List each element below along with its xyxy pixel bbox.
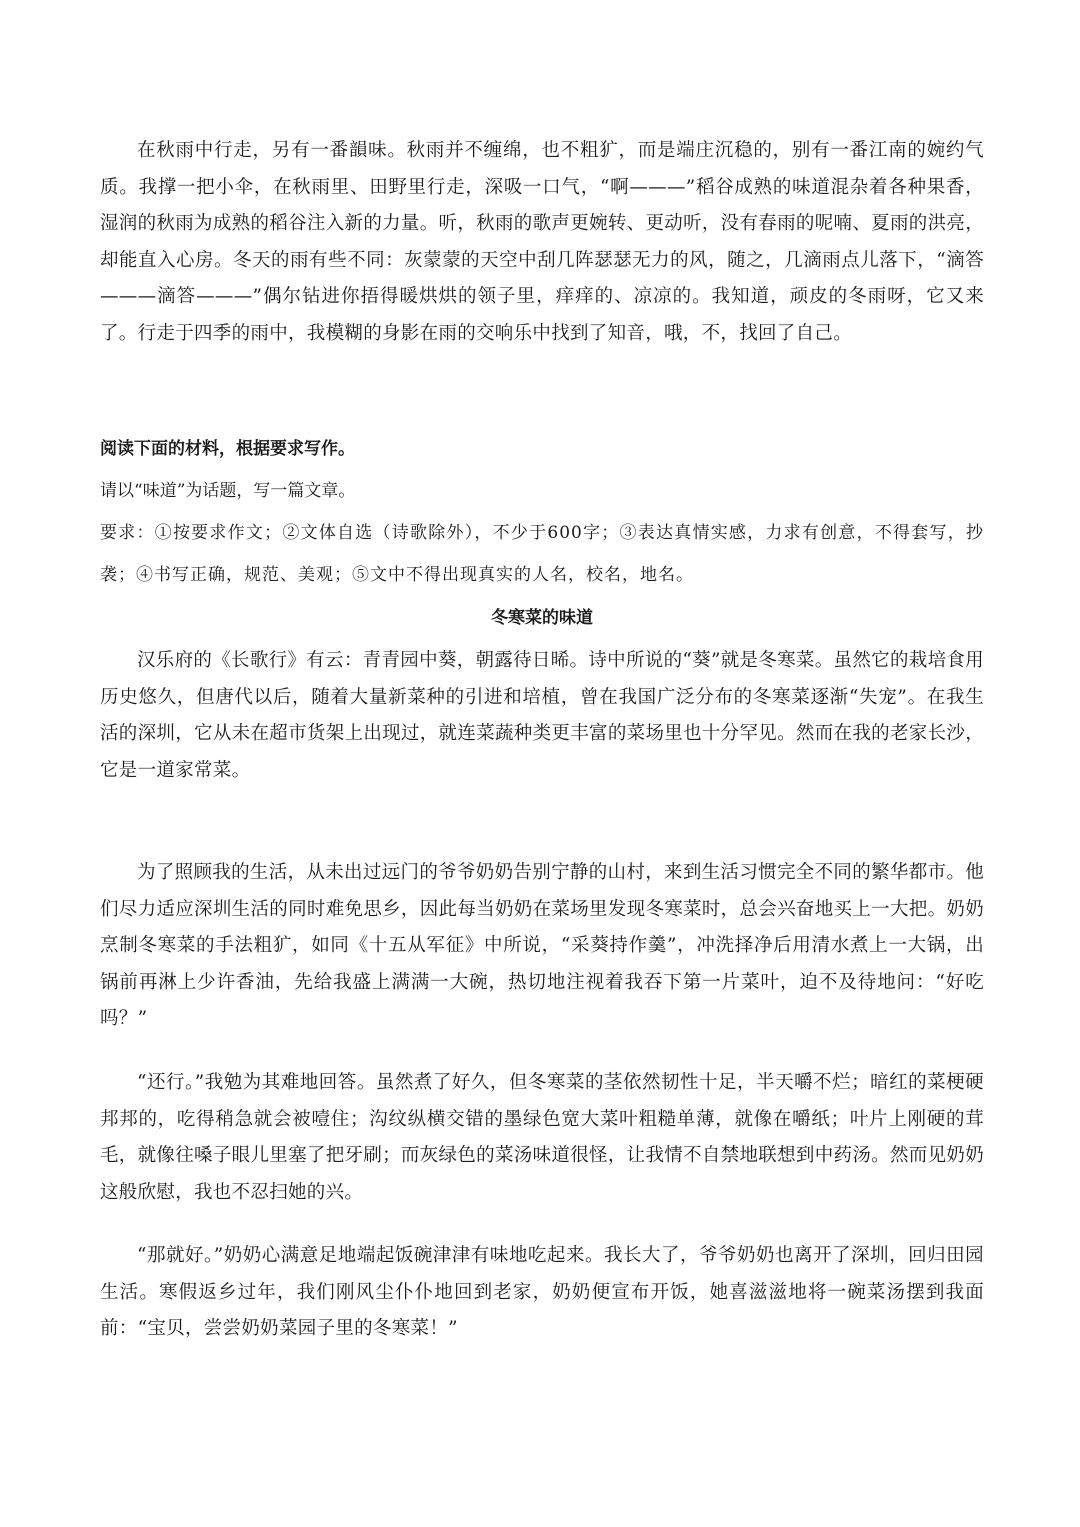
writing-topic-block xyxy=(100,476,984,506)
task-requirements: 要求：①按要求作文；②文体自选（诗歌除外），不少于600字；③表达真情实感，力求有创意，不得套写，抄袭；④书写正确，规范、美观；⑤文中不得出现真实的人名，校名，地名。 xyxy=(100,523,984,585)
essay-paragraph: “那就好。”奶奶心满意足地端起饭碗津津有味地吃起来。我长大了，爷爷奶奶也离开了深圳，回归田园生活。寒假返乡过年，我们刚风尘仆仆地回到老家，奶奶便宣布开饭，她喜滋滋地将一碗菜汤摆到我面前：“宝贝，尝尝奶奶菜园子里的冬寒菜！” xyxy=(100,1245,984,1339)
essay-paragraph-2-block xyxy=(100,855,984,1038)
rain-paragraph: 在秋雨中行走，另有一番韻味。秋雨并不缠绵，也不粗犷，而是端庄沉稳的，别有一番江南的婉约气质。我撑一把小伞，在秋雨里、田野里行走，深吸一口气，“啊———”稻谷成熟的味道混杂着各种果香，湿润的秋雨为成熟的稻谷注入新的力量。听，秋雨的歌声更婉转、更动听，没有春雨的呢喃、夏雨的洪亮，却能直入心房。冬天的雨有些不同：灰蒙蒙的天空中刮几阵瑟瑟无力的风，随之，几滴雨点儿落下，“滴答———滴答———”偶尔钻进你捂得暖烘烘的领子里，痒痒的、凉凉的。我知道，顽皮的冬雨呀，它又来了。行走于四季的雨中，我模糊的身影在雨的交响乐中找到了知音，哦，不，找回了自己。 xyxy=(100,140,984,344)
essay-paragraph-1-block xyxy=(100,643,984,789)
task-topic: 请以“味道”为话题，写一篇文章。 xyxy=(100,481,356,501)
essay-paragraph: “还行。”我勉为其难地回答。虽然煮了好久，但冬寒菜的茎依然韧性十足，半天嚼不烂；暗红的菜梗硬邦邦的，吃得稍急就会被噎住；沟纹纵横交错的墨绿色宽大菜叶粗糙单薄，就像在嚼纸；叶片上刚硬的茸毛，就像往嗓子眼儿里塞了把牙刷；而灰绿色的菜汤味道很怪，让我情不自禁地联想到中药汤。然而见奶奶这般欣慰，我也不忍扫她的兴。 xyxy=(100,1072,984,1203)
rain-passage xyxy=(100,133,984,352)
essay-title: 冬寒菜的味道 xyxy=(491,608,593,628)
task-instruction: 阅读下面的材料，根据要求写作。 xyxy=(100,439,355,459)
essay-paragraph: 汉乐府的《长歌行》有云：青青园中葵，朝露待日晞。诗中所说的“葵”就是冬寒菜。虽然它的栽培食用历史悠久，但唐代以后，随着大量新菜种的引进和培植，曾在我国广泛分布的冬寒菜逐渐“失宠”。在我生活的深圳，它从未在超市货架上出现过，就连菜蔬种类更丰富的菜场里也十分罕见。然而在我的老家长沙，它是一道家常菜。 xyxy=(100,650,984,781)
writing-task xyxy=(100,434,984,464)
essay-paragraph-4-block xyxy=(100,1238,984,1348)
writing-requirements-block xyxy=(100,512,984,596)
essay-title-block xyxy=(100,604,984,632)
essay-paragraph-3-block xyxy=(100,1065,984,1211)
essay-paragraph: 为了照顾我的生活，从未出过远门的爷爷奶奶告别宁静的山村，来到生活习惯完全不同的繁华都市。他们尽力适应深圳生活的同时难免思乡，因此每当奶奶在菜场里发现冬寒菜时，总会兴奋地买上一大把。奶奶烹制冬寒菜的手法粗犷，如同《十五从军征》中所说，“采葵持作羹”，冲洗择净后用清水煮上一大锅，出锅前再淋上少许香油，先给我盛上满满一大碗，热切地注视着我吞下第一片菜叶，迫不及待地问：“好吃吗？” xyxy=(100,862,984,1029)
